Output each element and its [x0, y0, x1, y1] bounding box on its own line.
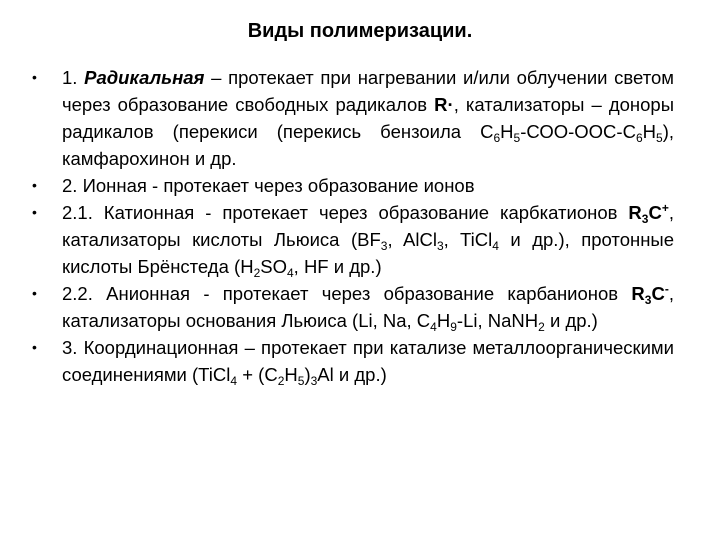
- bullet-icon: •: [32, 204, 37, 220]
- bullet-icon: •: [32, 339, 37, 355]
- list-item-coordination: • 3. Координационная – протекает при катализе металлоорганическими соединениями (TiCl$_4$ + $(C_2H_5)_3Al$ и др.): [32, 334, 674, 388]
- slide-title: Виды полимеризации.: [247, 20, 473, 42]
- bullet-icon: •: [32, 285, 37, 301]
- carbanion-formula: $R_3C^-$: [631, 282, 669, 307]
- list-item-cationic: • 2.1. Катионная - протекает через образование карбкатионов $R_3C^+$, катализаторы кислоты Льюиса ($BF_3$, AlCl$_3$, TiCl$_4$ и др.), протонные кислоты Брёнстеда ($H_2SO_4$, HF и др.): [32, 201, 675, 280]
- bullet-icon: •: [32, 177, 37, 193]
- bullet-list: [32, 64, 674, 388]
- radical-symbol: R·: [434, 94, 454, 115]
- list-item-ionic: [32, 172, 674, 199]
- carbocation-formula: $R_3C^+$: [628, 201, 669, 226]
- list-item-radical: • 1. Радикальная – протекает при нагревании и/или облучении светом через образование свободных радикалов R·, катализаторы – доноры радикалов (перекиси (перекись бензоила $С_6Н_5-СОО-ООС-С_6Н_5$), камфарохинон и др.: [32, 64, 674, 172]
- term-radical: Радикальная: [84, 67, 205, 88]
- list-item-anionic: • 2.2. Анионная - протекает через образование карбанионов $R_3C^-$, катализаторы основания Льюиса (Li, Na, $C_4H_9-Li$, NaNH$_2$ и др.): [32, 282, 674, 334]
- item-number: 1.: [62, 67, 78, 88]
- bullet-icon: •: [32, 69, 37, 85]
- item-ionic-text: 2. Ионная - протекает через образование ионов: [62, 175, 475, 196]
